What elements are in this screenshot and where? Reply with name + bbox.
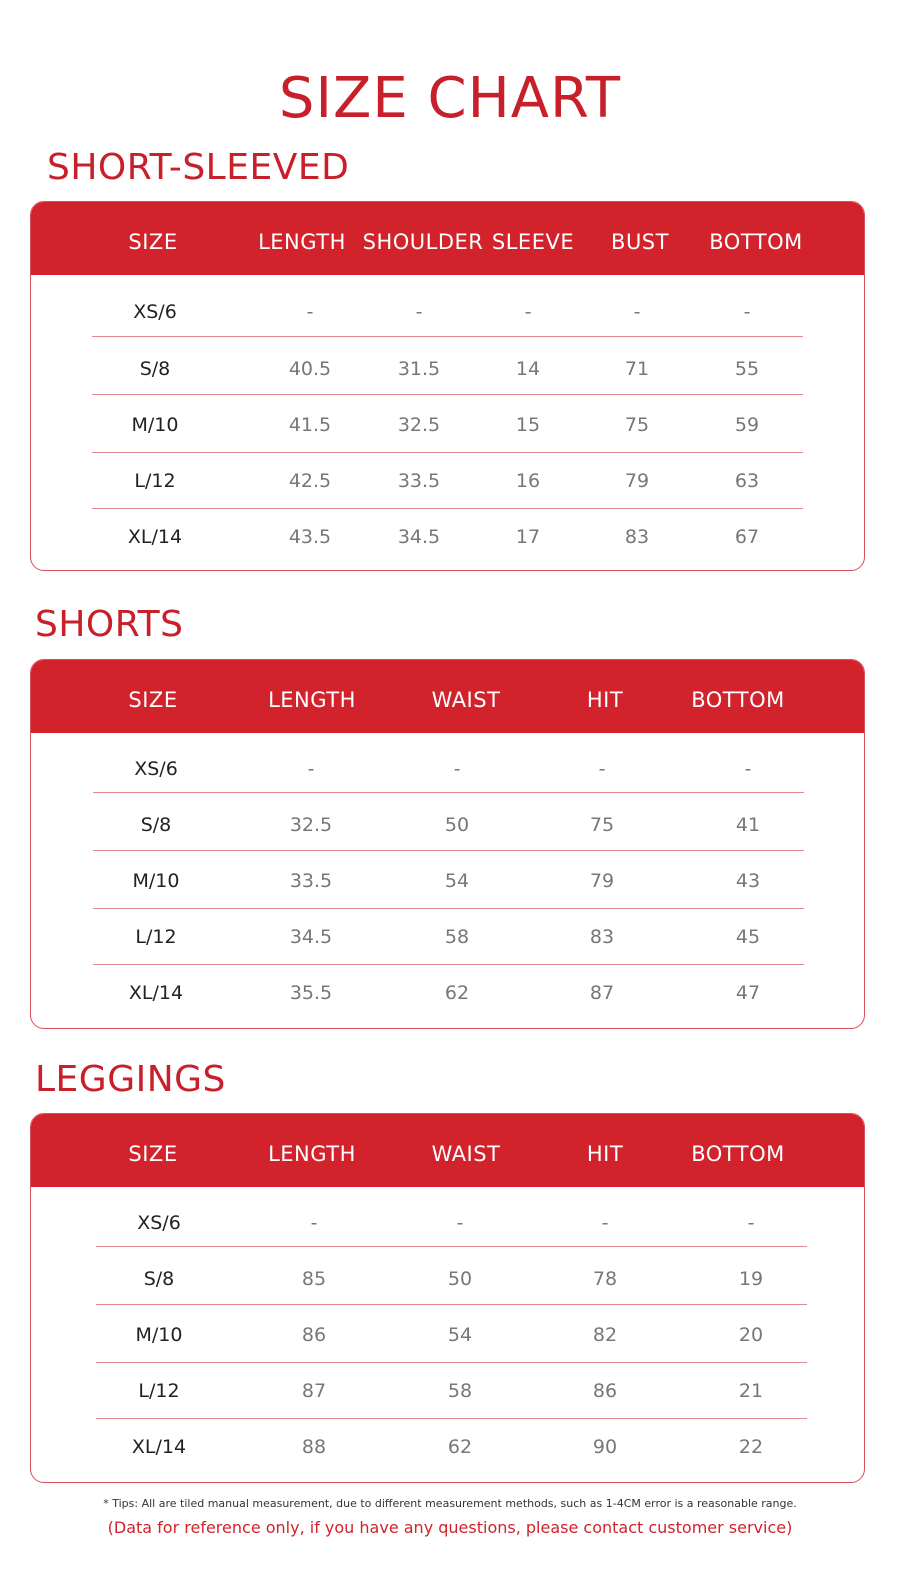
table-row xyxy=(31,1359,864,1416)
page-title: SIZE CHART xyxy=(278,66,622,131)
cell-waist: 62 xyxy=(444,982,470,1004)
cell-sleeve: - xyxy=(524,301,532,323)
cell-bottom: 63 xyxy=(734,470,760,492)
cell-length: 86 xyxy=(301,1324,327,1346)
cell-length: 35.5 xyxy=(289,982,333,1004)
section-title-shorts: SHORTS xyxy=(35,604,184,645)
cell-bottom: 67 xyxy=(734,526,760,548)
cell-waist: - xyxy=(453,758,461,780)
shorts-table xyxy=(30,659,865,1029)
table-header xyxy=(31,660,864,733)
table-row xyxy=(31,280,864,337)
measurement-tips: * Tips: All are tiled manual measurement, due to different measurement methods, such as 1-4CM error is a reasonable range. xyxy=(103,1497,797,1510)
cell-hit: 87 xyxy=(589,982,615,1004)
short-sleeved-table xyxy=(30,201,865,571)
cell-length: 43.5 xyxy=(288,526,332,548)
cell-shoulder: 34.5 xyxy=(397,526,441,548)
table-row xyxy=(31,1415,864,1472)
cell-shoulder: 33.5 xyxy=(397,470,441,492)
cell-sleeve: 14 xyxy=(515,358,541,380)
leggings-table xyxy=(30,1113,865,1483)
cell-bottom: - xyxy=(743,301,751,323)
cell-hit: 83 xyxy=(589,926,615,948)
header-bottom: BOTTOM xyxy=(691,1142,785,1166)
cell-size: XL/14 xyxy=(127,526,183,548)
cell-bottom: - xyxy=(744,758,752,780)
cell-length: 88 xyxy=(301,1436,327,1458)
cell-size: S/8 xyxy=(139,358,171,380)
cell-bottom: 59 xyxy=(734,414,760,436)
cell-size: XS/6 xyxy=(133,301,177,323)
cell-size: S/8 xyxy=(143,1268,175,1290)
header-length: LENGTH xyxy=(268,688,356,712)
cell-sleeve: 17 xyxy=(515,526,541,548)
cell-size: L/12 xyxy=(138,1380,180,1402)
cell-bottom: 45 xyxy=(735,926,761,948)
cell-waist: 50 xyxy=(444,814,470,836)
cell-bottom: 21 xyxy=(738,1380,764,1402)
cell-size: XL/14 xyxy=(128,982,184,1004)
cell-waist: 58 xyxy=(447,1380,473,1402)
cell-bust: 79 xyxy=(624,470,650,492)
header-size: SIZE xyxy=(128,230,178,254)
table-row xyxy=(31,1247,864,1304)
cell-bottom: 55 xyxy=(734,358,760,380)
cell-bust: - xyxy=(633,301,641,323)
header-size: SIZE xyxy=(128,688,178,712)
header-waist: WAIST xyxy=(431,1142,501,1166)
cell-size: XL/14 xyxy=(131,1436,187,1458)
cell-waist: 50 xyxy=(447,1268,473,1290)
cell-size: M/10 xyxy=(131,414,179,436)
header-bottom: BOTTOM xyxy=(709,230,803,254)
cell-length: - xyxy=(310,1212,318,1234)
table-header xyxy=(31,202,864,275)
table-row xyxy=(31,737,864,794)
cell-size: XS/6 xyxy=(137,1212,181,1234)
table-row xyxy=(31,449,864,506)
cell-length: 41.5 xyxy=(288,414,332,436)
table-row xyxy=(31,793,864,850)
cell-hit: 86 xyxy=(592,1380,618,1402)
header-waist: WAIST xyxy=(431,688,501,712)
cell-length: 87 xyxy=(301,1380,327,1402)
header-length: LENGTH xyxy=(258,230,346,254)
cell-length: 32.5 xyxy=(289,814,333,836)
cell-waist: 54 xyxy=(444,870,470,892)
cell-size: M/10 xyxy=(132,870,180,892)
cell-bottom: 20 xyxy=(738,1324,764,1346)
table-row xyxy=(31,505,864,562)
table-header xyxy=(31,1114,864,1187)
reference-note: (Data for reference only, if you have any questions, please contact customer service) xyxy=(107,1518,793,1537)
header-sleeve: SLEEVE xyxy=(491,230,575,254)
cell-hit: 75 xyxy=(589,814,615,836)
cell-shoulder: 32.5 xyxy=(397,414,441,436)
cell-length: 40.5 xyxy=(288,358,332,380)
header-bottom: BOTTOM xyxy=(691,688,785,712)
cell-hit: 90 xyxy=(592,1436,618,1458)
cell-waist: 58 xyxy=(444,926,470,948)
cell-hit: - xyxy=(598,758,606,780)
cell-waist: - xyxy=(456,1212,464,1234)
cell-size: L/12 xyxy=(135,926,177,948)
cell-bottom: - xyxy=(747,1212,755,1234)
cell-waist: 62 xyxy=(447,1436,473,1458)
cell-bottom: 41 xyxy=(735,814,761,836)
table-row xyxy=(31,849,864,906)
cell-length: 42.5 xyxy=(288,470,332,492)
section-title-short-sleeved: SHORT-SLEEVED xyxy=(47,147,350,188)
cell-bottom: 19 xyxy=(738,1268,764,1290)
cell-hit: 79 xyxy=(589,870,615,892)
cell-size: L/12 xyxy=(134,470,176,492)
cell-bust: 83 xyxy=(624,526,650,548)
cell-bust: 71 xyxy=(624,358,650,380)
cell-hit: 82 xyxy=(592,1324,618,1346)
table-row xyxy=(31,961,864,1018)
cell-bust: 75 xyxy=(624,414,650,436)
table-row xyxy=(31,337,864,394)
header-hit: HIT xyxy=(586,1142,624,1166)
cell-shoulder: - xyxy=(415,301,423,323)
table-row xyxy=(31,1303,864,1360)
cell-size: M/10 xyxy=(135,1324,183,1346)
cell-length: 85 xyxy=(301,1268,327,1290)
cell-bottom: 22 xyxy=(738,1436,764,1458)
cell-length: 34.5 xyxy=(289,926,333,948)
table-row xyxy=(31,905,864,962)
table-row xyxy=(31,393,864,450)
header-hit: HIT xyxy=(586,688,624,712)
cell-length: - xyxy=(306,301,314,323)
cell-waist: 54 xyxy=(447,1324,473,1346)
header-shoulder: SHOULDER xyxy=(362,230,484,254)
cell-hit: 78 xyxy=(592,1268,618,1290)
header-bust: BUST xyxy=(611,230,669,254)
header-size: SIZE xyxy=(128,1142,178,1166)
cell-bottom: 47 xyxy=(735,982,761,1004)
cell-shoulder: 31.5 xyxy=(397,358,441,380)
cell-length: - xyxy=(307,758,315,780)
cell-sleeve: 16 xyxy=(515,470,541,492)
cell-size: XS/6 xyxy=(134,758,178,780)
cell-size: S/8 xyxy=(140,814,172,836)
cell-hit: - xyxy=(601,1212,609,1234)
section-title-leggings: LEGGINGS xyxy=(35,1059,226,1100)
header-length: LENGTH xyxy=(268,1142,356,1166)
cell-bottom: 43 xyxy=(735,870,761,892)
table-row xyxy=(31,1191,864,1248)
cell-sleeve: 15 xyxy=(515,414,541,436)
cell-length: 33.5 xyxy=(289,870,333,892)
